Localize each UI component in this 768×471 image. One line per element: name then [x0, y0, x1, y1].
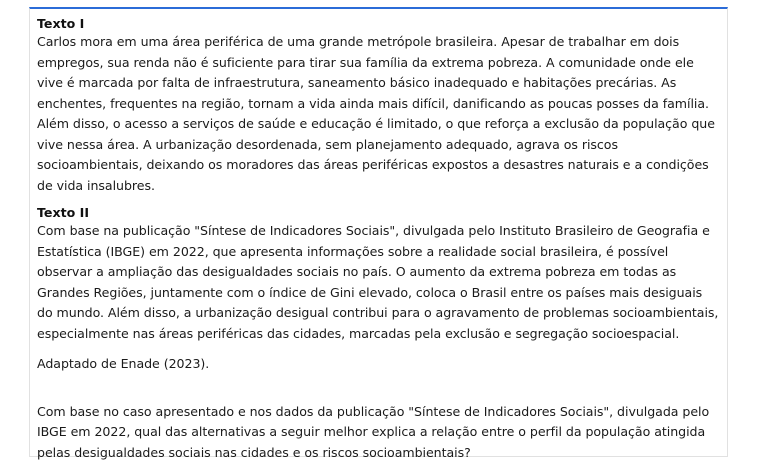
spacer — [37, 344, 720, 354]
question-prompt: Com base no caso apresentado e nos dados da publicação "Síntese de Indicadores Sociais", divulgada pelo IBGE em 2022, qual das alternativas a seguir melhor explica a relação entre o perfil da população atingida pelas desigualdades sociais nas cidades e os riscos socioambientais? — [37, 403, 710, 460]
texto-2-heading: Texto II — [37, 205, 90, 220]
question-card — [29, 7, 728, 460]
spacer — [37, 375, 720, 402]
texto-1-heading: Texto I — [37, 16, 85, 31]
source-citation: Adaptado de Enade (2023). — [37, 356, 210, 371]
spacer — [37, 196, 720, 205]
texto-2-body: Com base na publicação "Síntese de Indicadores Sociais", divulgada pelo Instituto Brasileiro de Geografia e Estatística (IBGE) em 2022, que apresenta informações sobre a realidade social brasileira, é possível observar a ampliação das desigualdades sociais no país. O aumento da extrema pobreza em todas as Grandes Regiões, juntamente com o índice de Gini elevado, coloca o Brasil entre os países mais desiguais do mundo. Além disso, a urbanização desigual contribui para o agravamento de problemas socioambientais, especialmente nas áreas periféricas das cidades, marcadas pela exclusão e segregação socioespacial. — [37, 223, 719, 341]
texto-1-body: Carlos mora em uma área periférica de uma grande metrópole brasileira. Apesar de trabalhar em dois empregos, sua renda não é suficiente para tirar sua família da extrema pobreza. A comunidade onde ele vive é marcada por falta de infraestrutura, saneamento básico inadequado e habitações precárias. As enchentes, frequentes na região, tornam a vida ainda mais difícil, danificando as poucas posses da família. Além disso, o acesso a serviços de saúde e educação é limitado, o que reforça a exclusão da população que vive nessa área. A urbanização desordenada, sem planejamento adequado, agrava os riscos socioambientais, deixando os moradores das áreas periféricas expostos a desastres naturais e a condições de vida insalubres. — [37, 34, 715, 193]
